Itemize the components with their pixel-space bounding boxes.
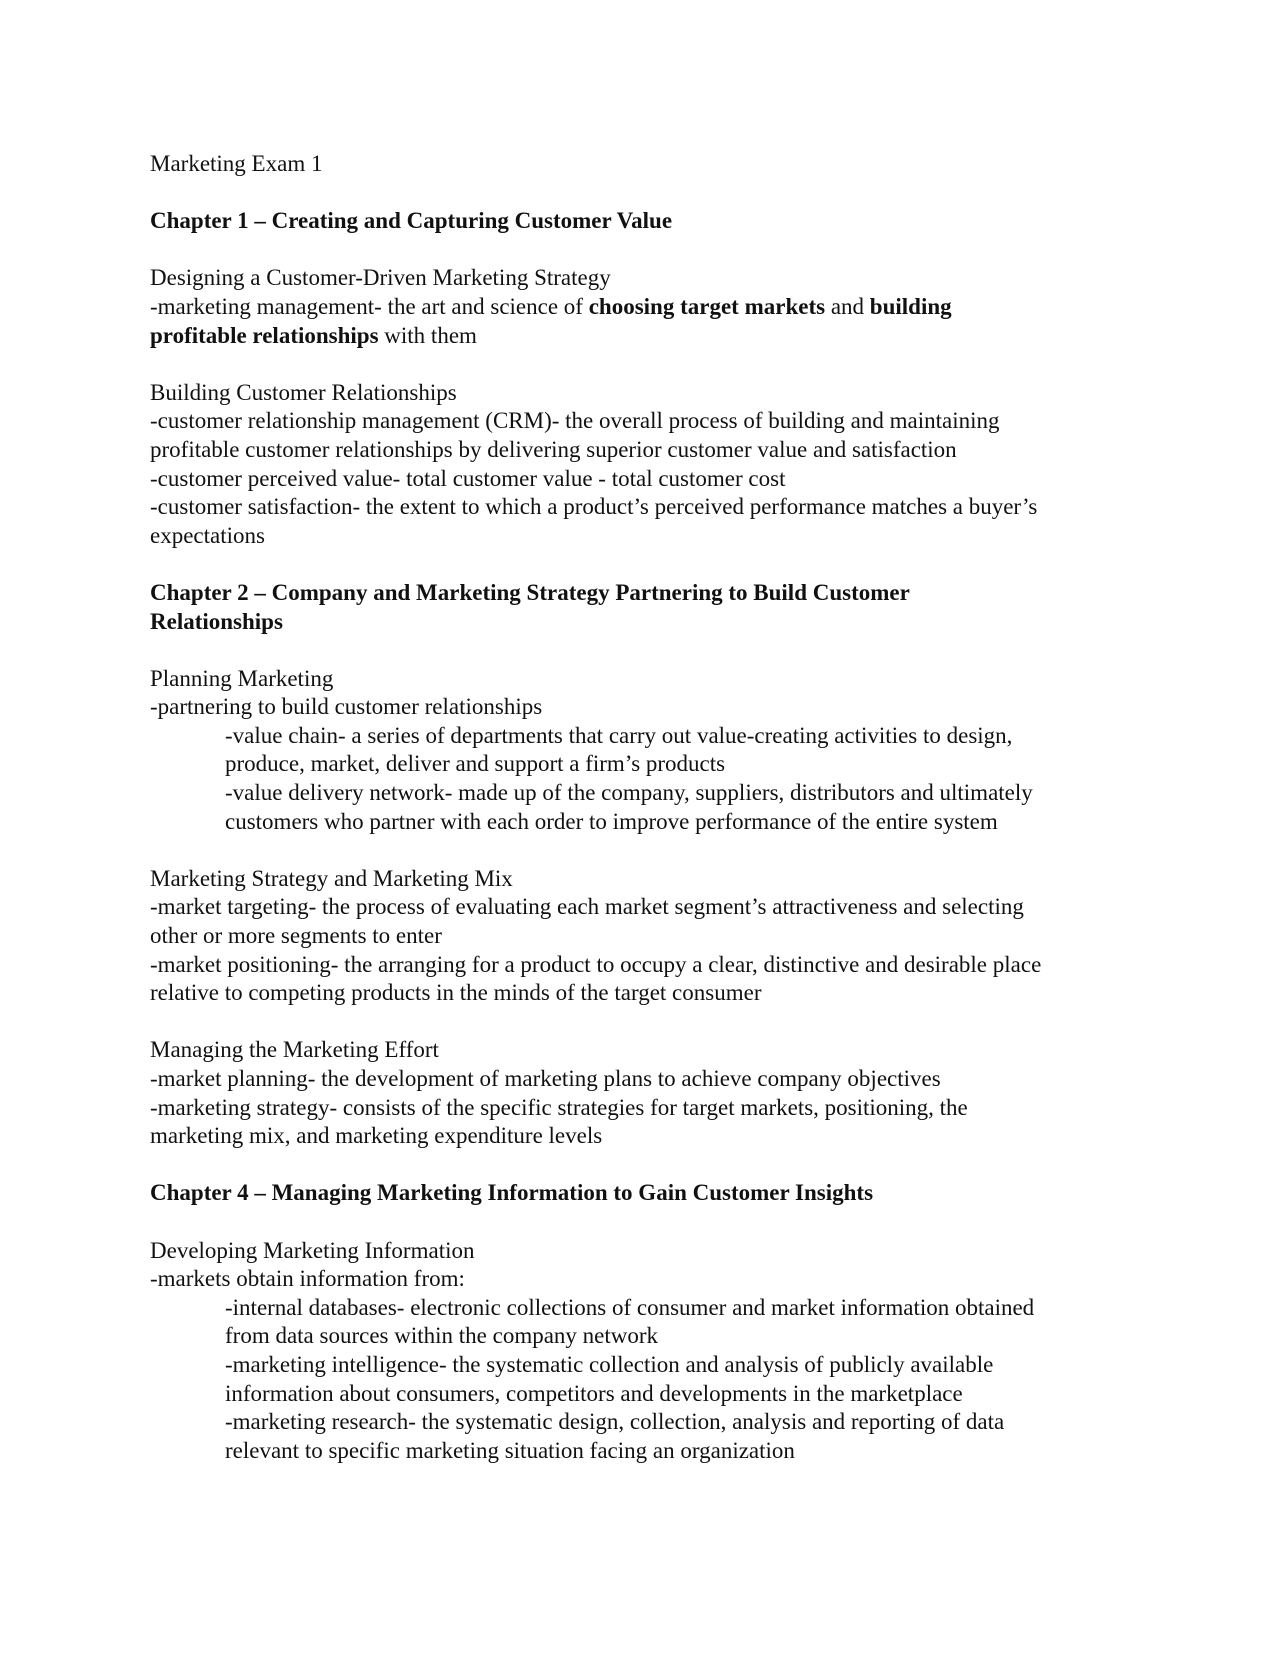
spacer [150, 550, 1130, 579]
paragraph-line [150, 322, 1130, 351]
text-span: -marketing management- the art and science of [150, 293, 589, 319]
paragraph-line: -marketing strategy- consists of the specific strategies for target markets, positioning, the [150, 1094, 968, 1120]
text-span: with them [378, 322, 477, 348]
paragraph-line: -customer relationship management (CRM)- the overall process of building and maintaining [150, 408, 1000, 434]
spacer [150, 836, 1130, 865]
paragraph-line: -market planning- the development of marketing plans to achieve company objectives [150, 1066, 941, 1091]
spacer [150, 636, 1130, 665]
indented-line: -internal databases- electronic collections of consumer and market information obtained [225, 1294, 1035, 1320]
paragraph-line: -customer perceived value- total customer value - total customer cost [150, 465, 786, 491]
bold-term: profitable relationships [150, 322, 379, 348]
chapter-2-heading: Chapter 2 – Company and Marketing Strategy Partnering to Build Customer [150, 579, 910, 605]
section-title: Building Customer Relationships [150, 379, 457, 405]
paragraph-line: -market positioning- the arranging for a product to occupy a clear, distinctive and desirable place [150, 951, 1042, 977]
bold-term: choosing target markets [588, 293, 826, 319]
paragraph-line: -markets obtain information from: [150, 1266, 465, 1292]
indented-line: relevant to specific marketing situation facing an organization [225, 1437, 795, 1463]
paragraph-line: expectations [150, 522, 265, 548]
text-span: and [825, 293, 870, 319]
chapter-1-heading: Chapter 1 – Creating and Capturing Customer Value [150, 208, 673, 234]
indented-line: -marketing research- the systematic design, collection, analysis and reporting of data [225, 1409, 1005, 1435]
paragraph-line: relative to competing products in the minds of the target consumer [150, 980, 762, 1006]
chapter-4-heading: Chapter 4 – Managing Marketing Information to Gain Customer Insights [150, 1180, 874, 1206]
paragraph-line: other or more segments to enter [150, 923, 442, 949]
indented-line: from data sources within the company network [225, 1323, 659, 1349]
paragraph-line: -market targeting- the process of evaluating each market segment’s attractiveness and selecting [150, 894, 1024, 920]
spacer [150, 1208, 1130, 1237]
paragraph-line: -partnering to build customer relationships [150, 694, 543, 720]
spacer [150, 179, 1130, 208]
section-title: Planning Marketing [150, 665, 334, 691]
document-title: Marketing Exam 1 [150, 151, 323, 176]
section-title: Marketing Strategy and Marketing Mix [150, 865, 513, 891]
indented-line: -value delivery network- made up of the company, suppliers, distributors and ultimately [225, 780, 1033, 806]
paragraph-line: profitable customer relationships by delivering superior customer value and satisfaction [150, 436, 957, 462]
spacer [150, 1151, 1130, 1180]
paragraph-line [150, 293, 1130, 322]
bold-term: building [869, 293, 952, 319]
spacer [150, 350, 1130, 379]
chapter-2-heading-cont: Relationships [150, 608, 283, 634]
section-title: Designing a Customer-Driven Marketing Strategy [150, 265, 611, 291]
indented-line: information about consumers, competitors and developments in the marketplace [225, 1380, 963, 1406]
indented-line: -marketing intelligence- the systematic collection and analysis of publicly available [225, 1351, 994, 1377]
section-title: Developing Marketing Information [150, 1237, 475, 1263]
section-title: Managing the Marketing Effort [150, 1037, 439, 1063]
spacer [150, 1008, 1130, 1037]
indented-line: -value chain- a series of departments that carry out value-creating activities to design, [225, 722, 1013, 748]
indented-line: customers who partner with each order to improve performance of the entire system [225, 808, 998, 834]
paragraph-line: marketing mix, and marketing expenditure levels [150, 1123, 603, 1149]
paragraph-line: -customer satisfaction- the extent to which a product’s perceived performance matches a buyer’s [150, 494, 1038, 520]
indented-line: produce, market, deliver and support a firm’s products [225, 751, 726, 777]
spacer [150, 236, 1130, 265]
